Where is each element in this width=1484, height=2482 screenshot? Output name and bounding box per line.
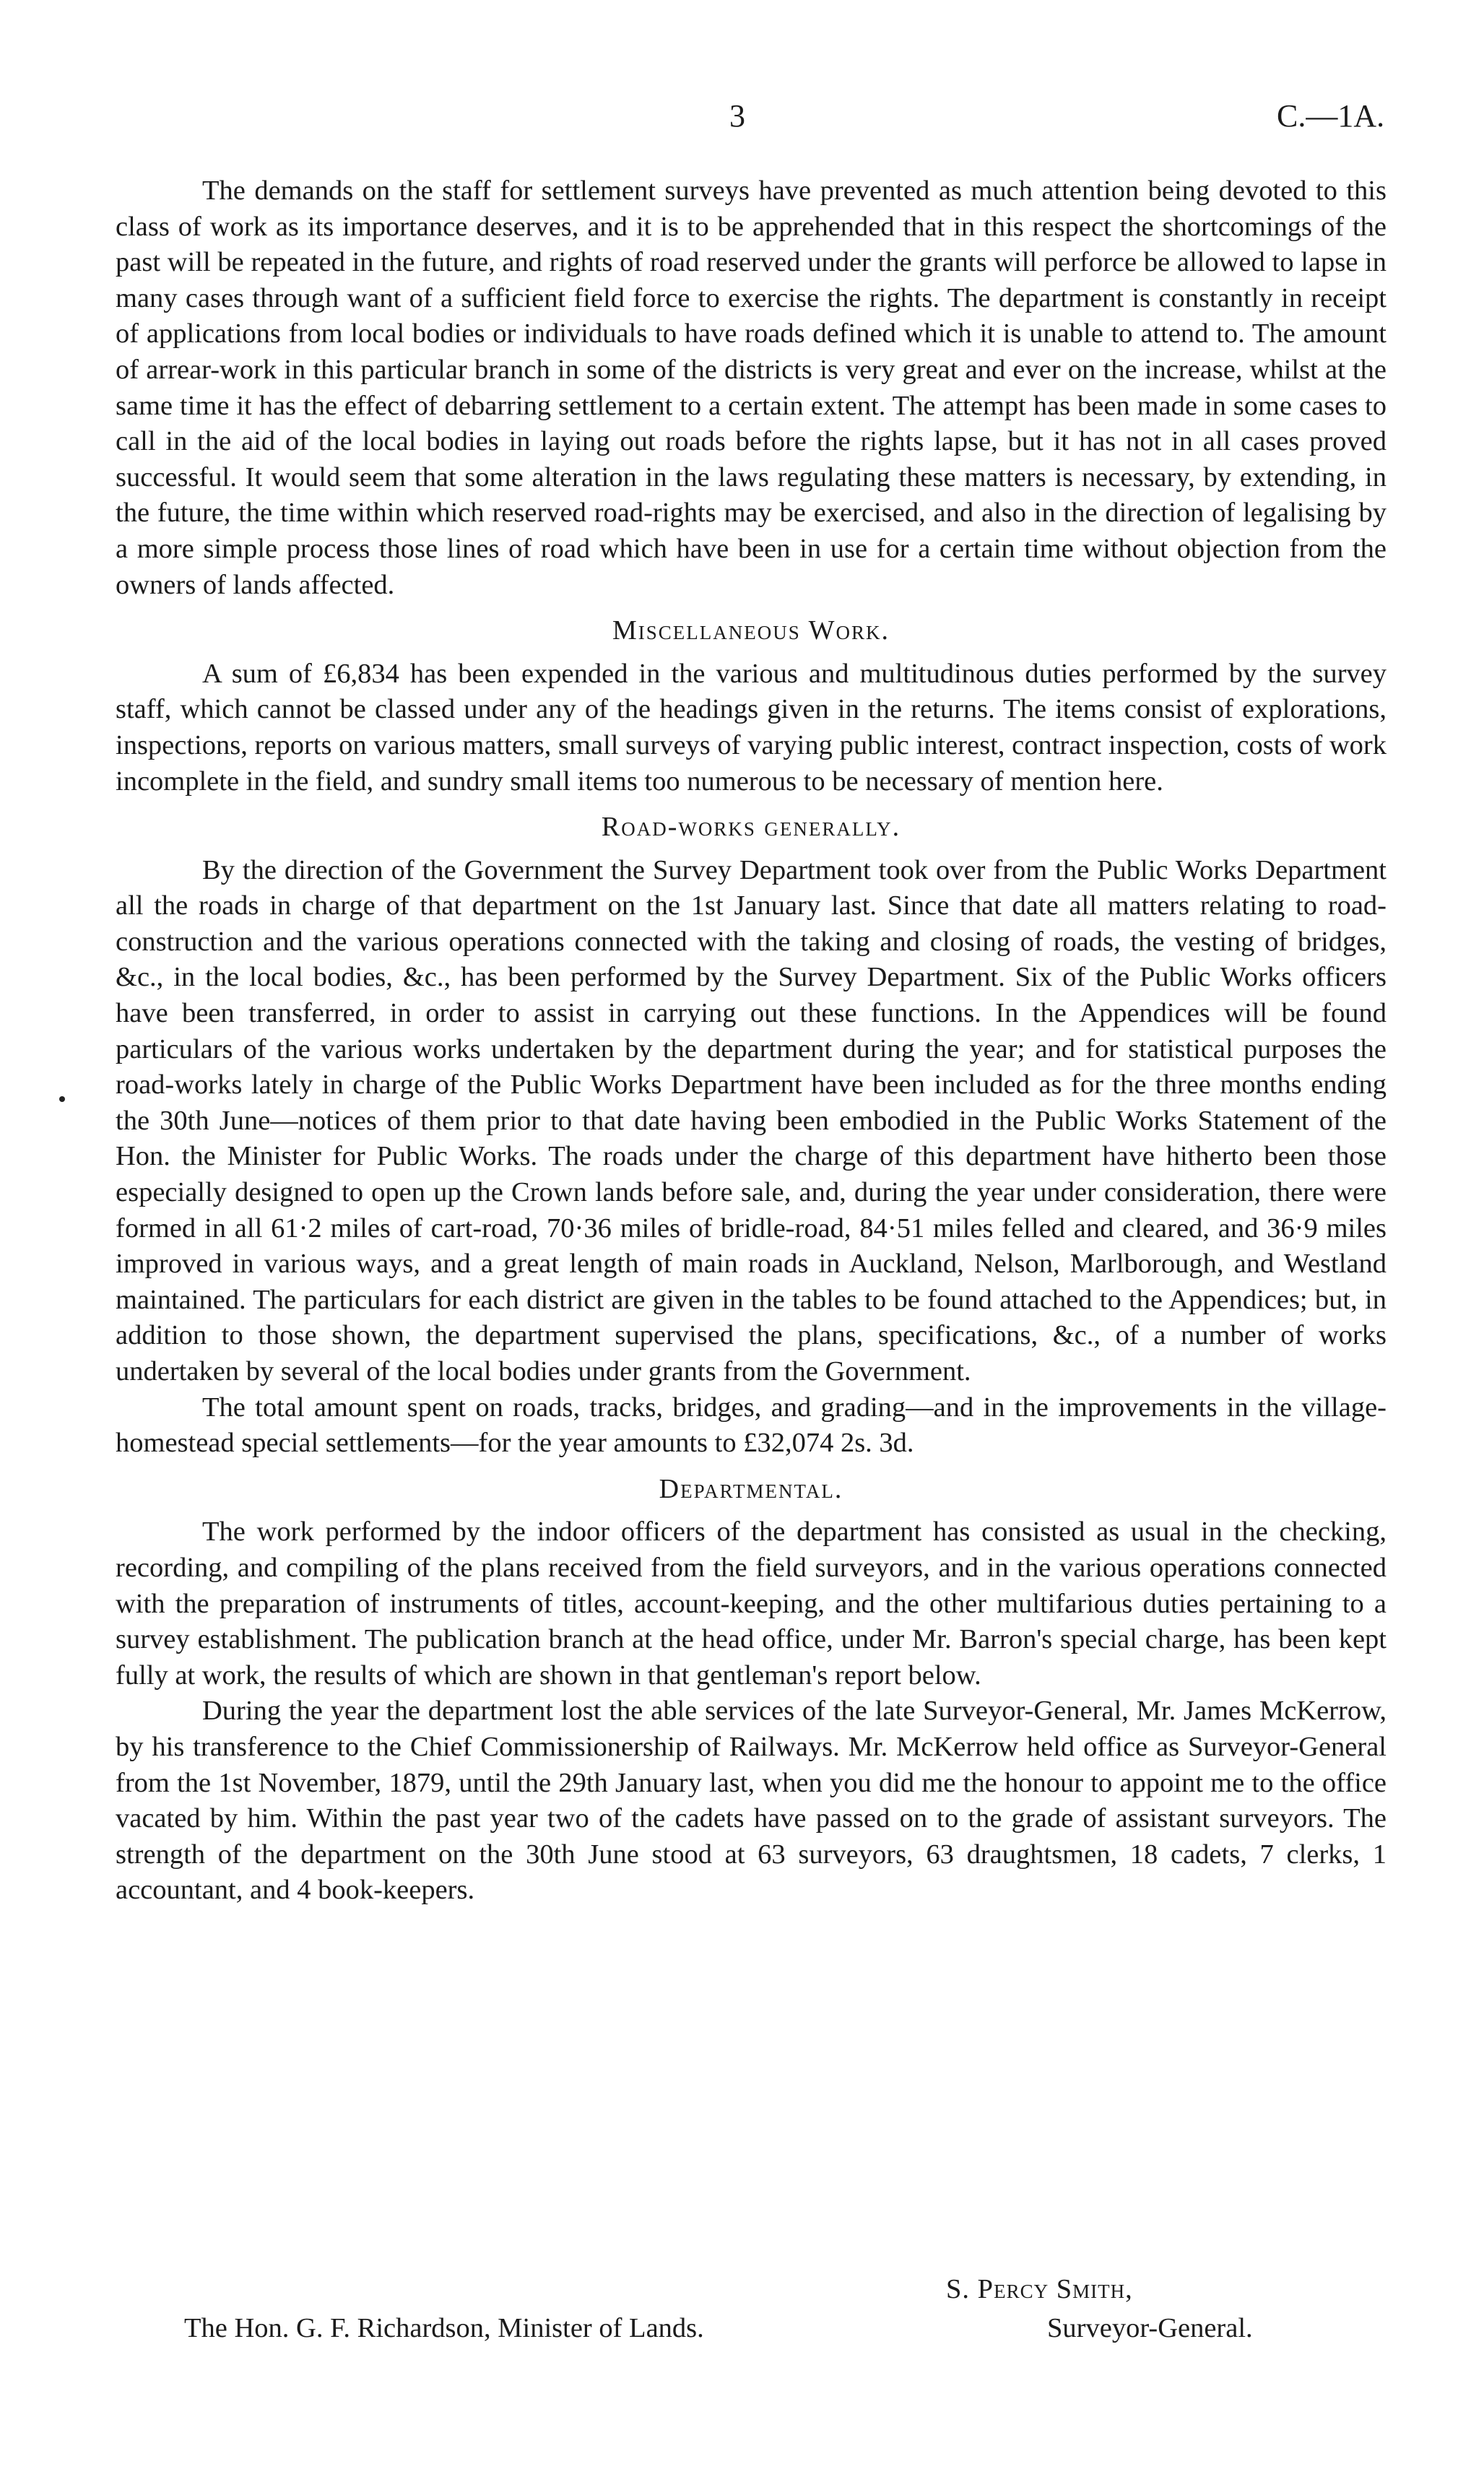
margin-mark (59, 1096, 65, 1102)
paragraph-departmental-staff: During the year the department lost the able services of the late Surveyor-General, Mr. James McKerrow, by his transference to the Chief Commissionership of Railways. Mr. McKerrow held office as Surveyor-General from the 1st November, 1879, until the 29th January last, when you did me the honour to appoint me to the office vacated by him. Within the past year two of the cadets have passed on to the grade of assistant surveyors. The strength of the department on the 30th June stood at 63 surveyors, 63 draughtsmen, 18 cadets, 7 clerks, 1 accountant, and 4 book-keepers. (116, 1696, 1387, 1906)
paragraph-miscellaneous-work: A sum of £6,834 has been expended in the various and multitudinous duties performed by the survey staff, which cannot be classed under any of the headings given in the returns. The items consist of explorations, inspections, reports on various matters, small surveys of varying public interest, contract inspection, costs of work incomplete in the field, and sundry small items too numerous to be necessary of mention here. (116, 658, 1387, 797)
heading-departmental: Departmental. (659, 1473, 843, 1504)
paragraph-road-works: By the direction of the Government the Survey Department took over from the Public Works Department all the roads in charge of that department on the 1st January last. Since that date all matters relating to road-construction and the various operations connected with the taking and closing of roads, the vesting of bridges, &c., in the local bodies, &c., has been performed by the Survey Department. Six of the Public Works officers have been transferred, in order to assist in carrying out these functions. In the Appendices will be found particulars of the various works undertaken by the department during the year; and for statistical purposes the road-works lately in charge of the Public Works Department have been included as for the three months ending the 30th June—notices of them prior to that date having been embodied in the Public Works Statement of the Hon. the Minister for Public Works. The roads under the charge of this department have hitherto been those especially designed to open up the Crown lands before sale, and, during the year under consideration, there were formed in all 61·2 miles of cart-road, 70·36 miles of bridle-road, 84·51 miles felled and cleared, and 36·9 miles improved in various ways, and a great length of main roads in Auckland, Nelson, Marlborough, and Westland maintained. The particulars for each district are given in the tables to be found attached to the Appendices; but, in addition to those shown, the department supervised the plans, specifications, &c., of a number of works undertaken by several of the local bodies under grants from the Government. (116, 854, 1387, 1387)
paragraph-road-works-total: The total amount spent on roads, tracks, bridges, and grading—and in the improvements in the village-homestead special settlements—for the year amounts to £32,074 2s. 3d. (116, 1392, 1387, 1459)
page-number: 3 (729, 98, 745, 134)
page-header (0, 97, 1484, 141)
heading-road-works: Road-works generally. (601, 812, 901, 843)
document-reference: C.—1A. (1277, 98, 1385, 134)
body-text (116, 173, 1387, 1909)
paragraph-departmental-work: The work performed by the indoor officers of the department has consisted as usual in the checking, recording, and compiling of the plans received from the field surveyors, and in the various operations connected with the preparation of instruments of titles, account-keeping, and the other multifarious duties pertaining to a survey establishment. The publication branch at the head office, under Mr. Barron's special charge, has been kept fully at work, the results of which are shown in that gentleman's report below. (116, 1516, 1387, 1691)
heading-miscellaneous-work: Miscellaneous Work. (612, 615, 890, 646)
addressee: The Hon. G. F. Richardson, Minister of Lands. (184, 2313, 704, 2343)
signature-title: Surveyor-General. (1047, 2313, 1253, 2343)
paragraph-road-rights: The demands on the staff for settlement surveys have prevented as much attention being devoted to this class of work as its importance deserves, and it is to be apprehended that in this respect the shortcomings of the past will be repeated in the future, and rights of road reserved under the grants will perforce be allowed to lapse in many cases through want of a sufficient field force to exercise the rights. The department is constantly in receipt of applications from local bodies or individuals to have roads defined which it is unable to attend to. The amount of arrear-work in this particular branch in some of the districts is very great and ever on the increase, whilst at the same time it has the effect of debarring settlement to a certain extent. The attempt has been made in some cases to call in the aid of the local bodies in laying out roads before the rights lapse, but it has not in all cases proved successful. It would seem that some alteration in the laws regulating these matters is necessary, by extending, in the future, the time within which reserved road-rights may be exercised, and also in the direction of legalising by a more simple process those lines of road which have been in use for a certain time without objection from the owners of lands affected. (116, 175, 1387, 600)
signature-name: S. Percy Smith, (946, 2274, 1133, 2304)
